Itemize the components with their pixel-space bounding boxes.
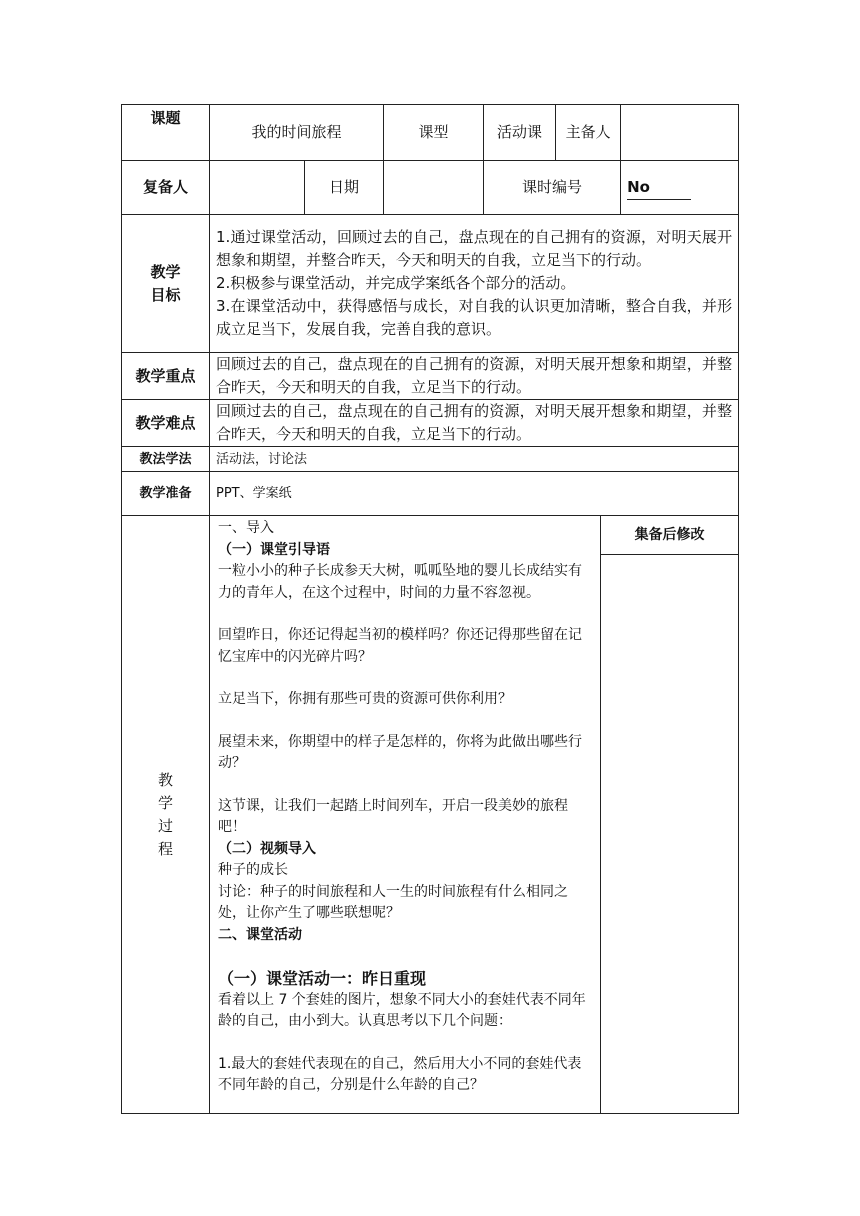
section-intro-heading: 一、导入 (218, 520, 274, 536)
preparer-label: 主备人 (556, 105, 621, 161)
process-paragraph-3: 立足当下，你拥有那些可贵的资源可供你利用？ (218, 691, 512, 707)
prep-label: 教学准备 (122, 472, 210, 516)
prep-text: PPT、学案纸 (210, 472, 739, 516)
process-label-char-3: 过 (157, 816, 173, 835)
topic-label: 课题 (122, 105, 210, 161)
section-activity-heading: 二、课堂活动 (218, 926, 302, 943)
revision-column (601, 516, 739, 1114)
lesson-plan-table (121, 104, 739, 1114)
period-label: 课时编号 (484, 161, 621, 215)
co-preparer-row (122, 161, 739, 215)
process-paragraph-5: 这节课，让我们一起踏上时间列车，开启一段美妙的旅程吧！ (218, 797, 568, 835)
goals-label-line1: 教学 (150, 262, 181, 281)
sub-guide-heading: （一）课堂引导语 (218, 541, 330, 558)
process-paragraph-4: 展望未来，你期望中的样子是怎样的，你将为此做出哪些行动？ (218, 733, 582, 771)
process-paragraph-1: 一粒小小的种子长成参天大树，呱呱坠地的婴儿长成结实有力的青年人，在这个过程中，时间的力量不容忽视。 (218, 563, 582, 601)
key-point-text: 回顾过去的自己，盘点现在的自己拥有的资源，对明天展开想象和期望，并整合昨天，今天和明天的自我，立足当下的行动。 (210, 353, 739, 400)
goal-item-1: 1.通过课堂活动，回顾过去的自己，盘点现在的自己拥有的资源，对明天展开想象和期望，并整合昨天，今天和明天的自我，立足当下的行动。 (216, 228, 733, 269)
process-label-char-1: 教 (157, 770, 173, 789)
co-preparer-value (210, 161, 305, 215)
type-label: 课型 (384, 105, 484, 161)
preparer-value (621, 105, 739, 161)
activity-one-title: （一）课堂活动一：昨日重现 (218, 969, 427, 988)
difficulty-row (122, 400, 739, 447)
process-paragraph-7: 讨论：种子的时间旅程和人一生的时间旅程有什么相同之处，让你产生了哪些联想呢？ (218, 883, 568, 921)
goals-label (122, 215, 210, 353)
revision-header: 集备后修改 (601, 516, 738, 555)
goals-row (122, 215, 739, 353)
goals-label-line2: 目标 (150, 285, 181, 304)
process-paragraph-2: 回望昨日，你还记得起当初的模样吗？你还记得那些留在记忆宝库中的闪光碎片吗？ (218, 627, 582, 665)
topic-value: 我的时间旅程 (210, 105, 384, 161)
method-row (122, 447, 739, 472)
period-no: No (627, 176, 691, 200)
sub-video-heading: （二）视频导入 (218, 840, 316, 857)
method-text: 活动法，讨论法 (210, 447, 739, 472)
process-label-char-4: 程 (157, 839, 173, 858)
difficulty-text: 回顾过去的自己，盘点现在的自己拥有的资源，对明天展开想象和期望，并整合昨天，今天和明天的自我，立足当下的行动。 (210, 400, 739, 447)
process-paragraph-6: 种子的成长 (218, 862, 288, 878)
process-paragraph-9: 1.最大的套娃代表现在的自己，然后用大小不同的套娃代表不同年龄的自己，分别是什么年龄的自己？ (218, 1055, 582, 1093)
process-paragraph-8: 看着以上 7 个套娃的图片，想象不同大小的套娃代表不同年龄的自己，由小到大。认真思考以下几个问题： (218, 991, 586, 1029)
goal-item-3: 3.在课堂活动中，获得感悟与成长，对自我的认识更加清晰，整合自我，并形成立足当下，发展自我，完善自我的意识。 (216, 297, 733, 338)
prep-row (122, 472, 739, 516)
date-value (384, 161, 484, 215)
process-label (122, 516, 210, 1114)
key-point-row (122, 353, 739, 400)
period-no-cell (621, 161, 739, 215)
process-row (122, 516, 739, 1114)
goals-content (210, 215, 739, 353)
type-value: 活动课 (484, 105, 556, 161)
goal-item-2: 2.积极参与课堂活动，并完成学案纸各个部分的活动。 (216, 274, 576, 292)
date-label: 日期 (305, 161, 384, 215)
difficulty-label: 教学难点 (122, 400, 210, 447)
co-preparer-label: 复备人 (122, 161, 210, 215)
topic-row (122, 105, 739, 161)
process-content (210, 516, 601, 1114)
method-label: 教法学法 (122, 447, 210, 472)
process-label-char-2: 学 (157, 793, 173, 812)
key-point-label: 教学重点 (122, 353, 210, 400)
